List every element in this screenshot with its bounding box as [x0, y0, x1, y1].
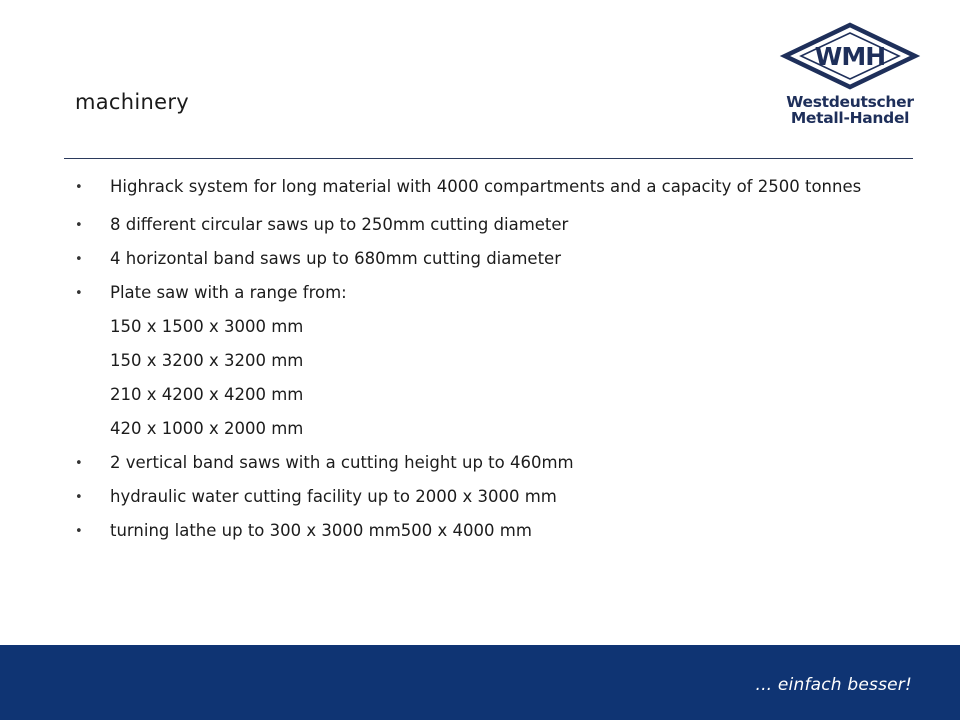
footer-tagline: ... einfach besser! [755, 675, 912, 695]
wmh-logo-mark [775, 20, 925, 90]
list-item: • hydraulic water cutting facility up to 2000 x 3000 mm [75, 490, 915, 504]
page-title: machinery [75, 90, 190, 114]
logo-mark-text: WMH [814, 42, 886, 71]
machinery-list [75, 177, 915, 540]
header-divider [64, 158, 913, 159]
logo-line-1: Westdeutscher [786, 93, 914, 111]
list-item-sub: 150 x 3200 x 3200 mm [110, 351, 304, 370]
list-item: • turning lathe up to 300 x 3000 mm500 x 4000 mm [75, 524, 915, 538]
list-item-sub: 210 x 4200 x 4200 mm [110, 385, 304, 404]
logo-line-2: Metall-Handel [790, 109, 910, 127]
list-item-sub: 420 x 1000 x 2000 mm [110, 419, 304, 438]
list-item: • Highrack system for long material with 4000 compartments and a capacity of 2500 tonnes [75, 180, 915, 194]
list-item: • 2 vertical band saws with a cutting height up to 460mm [75, 456, 915, 470]
list-item-sub: 150 x 1500 x 3000 mm [110, 317, 304, 336]
list-item: • 8 different circular saws up to 250mm cutting diameter [75, 218, 915, 232]
footer-bar [0, 645, 960, 720]
company-logo [775, 20, 925, 130]
list-item: • 4 horizontal band saws up to 680mm cutting diameter [75, 252, 915, 266]
list-item: • Plate saw with a range from: [75, 286, 915, 300]
